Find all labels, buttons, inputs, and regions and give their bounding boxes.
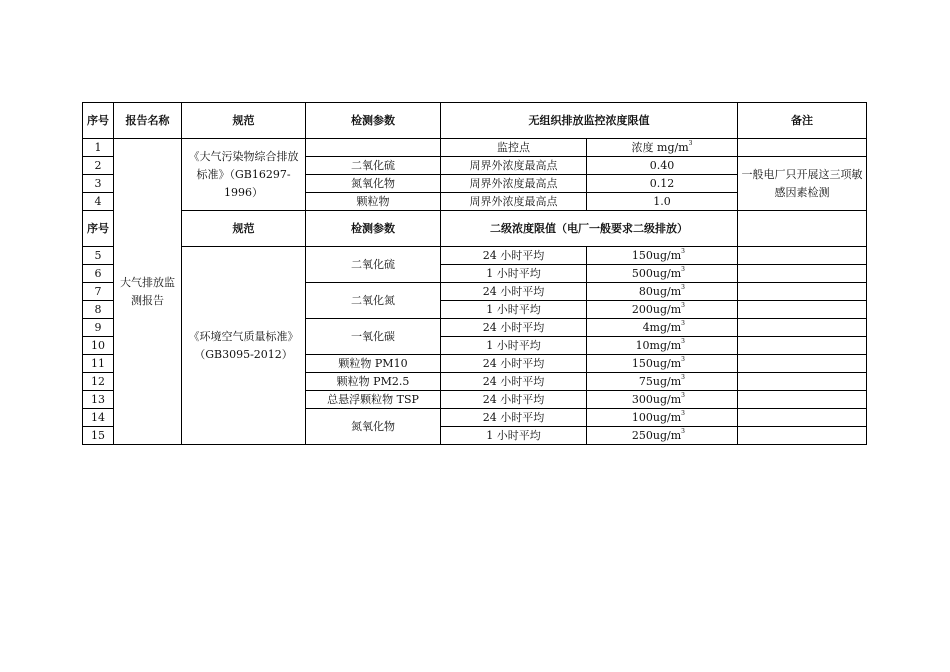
monitor-point-cell: 监控点 — [441, 139, 587, 157]
monitoring-standards-table — [82, 102, 867, 445]
param-cell: 颗粒物 PM2.5 — [306, 373, 441, 391]
avg-period-cell: 1 小时平均 — [441, 265, 587, 283]
param-cell: 一氧化碳 — [306, 319, 441, 355]
header-seq-2: 序号 — [83, 211, 114, 247]
avg-period-cell: 24 小时平均 — [441, 319, 587, 337]
param-cell — [306, 139, 441, 157]
row-number: 5 — [83, 247, 114, 265]
value-text: 10mg/m — [635, 338, 682, 352]
value-cell — [587, 373, 738, 391]
row-number: 1 — [83, 139, 114, 157]
param-cell: 二氧化氮 — [306, 283, 441, 319]
report-name-cell: 大气排放监测报告 — [114, 139, 182, 445]
value-cell: 0.40 — [587, 157, 738, 175]
header-row-2 — [83, 211, 867, 247]
unit-superscript: 3 — [681, 265, 685, 273]
monitor-point-cell: 周界外浓度最高点 — [441, 175, 587, 193]
row-number: 13 — [83, 391, 114, 409]
header-param: 检测参数 — [306, 103, 441, 139]
value-text: 200ug/m — [631, 302, 682, 316]
param-cell: 颗粒物 — [306, 193, 441, 211]
remark-empty — [738, 319, 867, 337]
avg-period-cell: 1 小时平均 — [441, 301, 587, 319]
norm-gb3095: 《环境空气质量标准》（GB3095-2012） — [182, 247, 306, 445]
value-cell: 0.12 — [587, 175, 738, 193]
value-cell — [587, 283, 738, 301]
norm-gb16297: 《大气污染物综合排放标准》（GB16297-1996） — [182, 139, 306, 211]
remark-cell: 一般电厂只开展这三项敏感因素检测 — [738, 157, 867, 211]
unit-superscript: 3 — [681, 319, 685, 327]
value-text: 150ug/m — [631, 248, 682, 262]
row-number: 9 — [83, 319, 114, 337]
row-number: 12 — [83, 373, 114, 391]
value-text: 250ug/m — [631, 428, 682, 442]
value-cell — [587, 427, 738, 445]
row-number: 3 — [83, 175, 114, 193]
value-cell: 1.0 — [587, 193, 738, 211]
param-cell: 二氧化硫 — [306, 247, 441, 283]
row-number: 8 — [83, 301, 114, 319]
header-report-name: 报告名称 — [114, 103, 182, 139]
header-norm: 规范 — [182, 103, 306, 139]
remark-empty — [738, 409, 867, 427]
monitor-point-cell: 周界外浓度最高点 — [441, 157, 587, 175]
value-text: 80ug/m — [638, 284, 682, 298]
value-text: 浓度 mg/m — [631, 140, 689, 154]
param-cell: 总悬浮颗粒物 TSP — [306, 391, 441, 409]
table-row — [83, 139, 867, 157]
value-text: 300ug/m — [631, 392, 682, 406]
value-cell — [587, 301, 738, 319]
param-cell: 氮氧化物 — [306, 175, 441, 193]
value-cell — [587, 247, 738, 265]
avg-period-cell: 24 小时平均 — [441, 409, 587, 427]
remark-empty — [738, 139, 867, 157]
remark-empty — [738, 301, 867, 319]
remark-empty — [738, 391, 867, 409]
header-param-2: 检测参数 — [306, 211, 441, 247]
avg-period-cell: 1 小时平均 — [441, 337, 587, 355]
avg-period-cell: 24 小时平均 — [441, 355, 587, 373]
unit-superscript: 3 — [681, 247, 685, 255]
monitor-point-cell: 周界外浓度最高点 — [441, 193, 587, 211]
document-page — [82, 102, 867, 445]
row-number: 14 — [83, 409, 114, 427]
value-cell — [587, 337, 738, 355]
unit-superscript: 3 — [681, 283, 685, 291]
remark-empty — [738, 427, 867, 445]
avg-period-cell: 1 小时平均 — [441, 427, 587, 445]
value-cell — [587, 265, 738, 283]
unit-superscript: 3 — [681, 427, 685, 435]
value-cell — [587, 319, 738, 337]
row-number: 6 — [83, 265, 114, 283]
remark-empty — [738, 247, 867, 265]
row-number: 4 — [83, 193, 114, 211]
avg-period-cell: 24 小时平均 — [441, 373, 587, 391]
header-limit-2: 二级浓度限值（电厂一般要求二级排放） — [441, 211, 738, 247]
header-limit: 无组织排放监控浓度限值 — [441, 103, 738, 139]
row-number: 2 — [83, 157, 114, 175]
value-cell — [587, 139, 738, 157]
unit-superscript: 3 — [681, 337, 685, 345]
avg-period-cell: 24 小时平均 — [441, 247, 587, 265]
row-number: 11 — [83, 355, 114, 373]
unit-superscript: 3 — [681, 391, 685, 399]
row-number: 7 — [83, 283, 114, 301]
param-cell: 氮氧化物 — [306, 409, 441, 445]
remark-empty — [738, 337, 867, 355]
unit-superscript: 3 — [681, 409, 685, 417]
header-norm-2: 规范 — [182, 211, 306, 247]
value-text: 100ug/m — [631, 410, 682, 424]
value-text: 150ug/m — [631, 356, 682, 370]
unit-superscript: 3 — [681, 301, 685, 309]
value-text: 4mg/m — [642, 320, 682, 334]
remark-empty — [738, 265, 867, 283]
remark-empty — [738, 355, 867, 373]
value-cell — [587, 409, 738, 427]
unit-superscript: 3 — [688, 139, 693, 147]
value-text: 75ug/m — [638, 374, 682, 388]
header-seq: 序号 — [83, 103, 114, 139]
value-cell — [587, 391, 738, 409]
unit-superscript: 3 — [681, 373, 685, 381]
unit-superscript: 3 — [681, 355, 685, 363]
param-cell: 二氧化硫 — [306, 157, 441, 175]
row-number: 15 — [83, 427, 114, 445]
remark-empty — [738, 373, 867, 391]
param-cell: 颗粒物 PM10 — [306, 355, 441, 373]
header-remark: 备注 — [738, 103, 867, 139]
row-number: 10 — [83, 337, 114, 355]
remark-empty — [738, 211, 867, 247]
header-row-1 — [83, 103, 867, 139]
avg-period-cell: 24 小时平均 — [441, 391, 587, 409]
value-text: 500ug/m — [631, 266, 682, 280]
table-row — [83, 247, 867, 265]
remark-empty — [738, 283, 867, 301]
value-cell — [587, 355, 738, 373]
avg-period-cell: 24 小时平均 — [441, 283, 587, 301]
